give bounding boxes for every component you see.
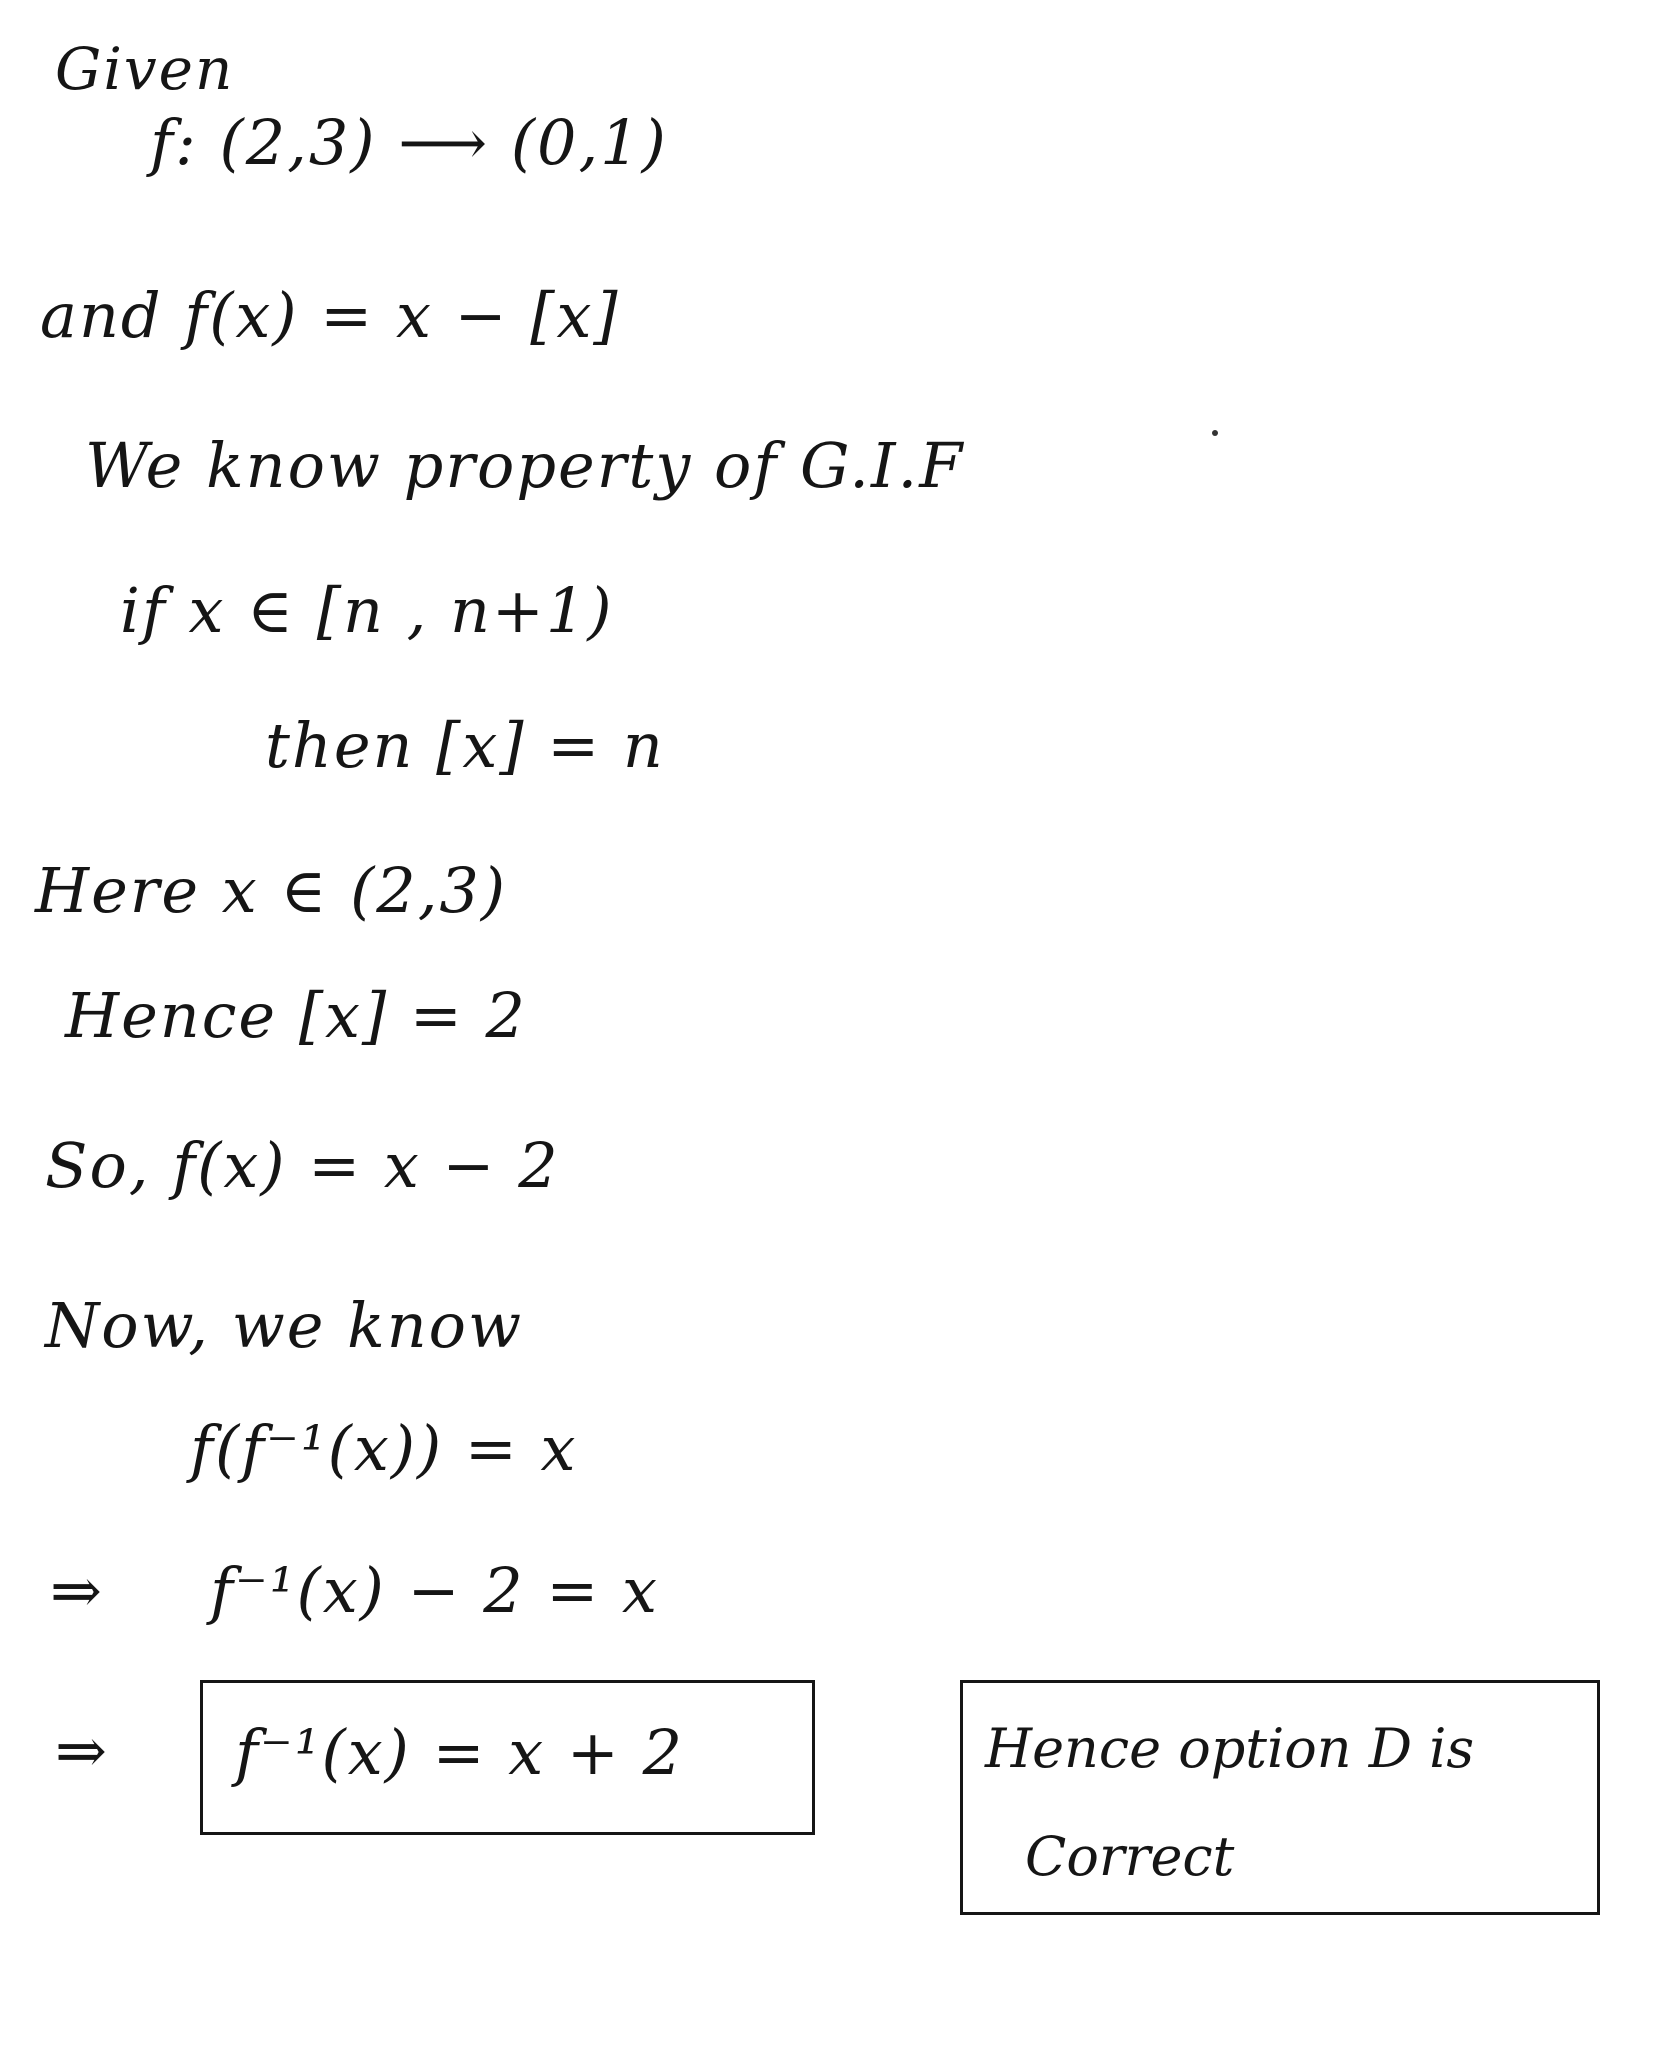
given-label: Given [55, 35, 235, 103]
stray-dot [1212, 430, 1218, 436]
implies-arrow: ⇒ [55, 1714, 107, 1787]
function-definition: and f(x) = x − [x] [40, 279, 620, 352]
property-result: then [x] = n [265, 709, 665, 782]
floor-value: Hence [x] = 2 [65, 979, 527, 1052]
conclusion-line-2: Correct [1025, 1825, 1235, 1888]
domain-statement: Here x ∈ (2,3) [35, 854, 508, 927]
property-condition: if x ∈ [n , n+1) [120, 574, 614, 647]
final-answer: f⁻¹(x) = x + 2 [235, 1716, 685, 1789]
inverse-intro: Now, we know [45, 1289, 524, 1362]
property-intro: We know property of G.I.F [85, 429, 965, 502]
function-mapping: f: (2,3) ⟶ (0,1) [150, 106, 668, 179]
inverse-step: f⁻¹(x) − 2 = x [210, 1554, 660, 1627]
simplified-function: So, f(x) = x − 2 [45, 1129, 560, 1202]
inverse-identity: f(f⁻¹(x)) = x [190, 1412, 578, 1485]
conclusion-line-1: Hence option D is [985, 1717, 1475, 1780]
implies-arrow: ⇒ [50, 1554, 102, 1627]
